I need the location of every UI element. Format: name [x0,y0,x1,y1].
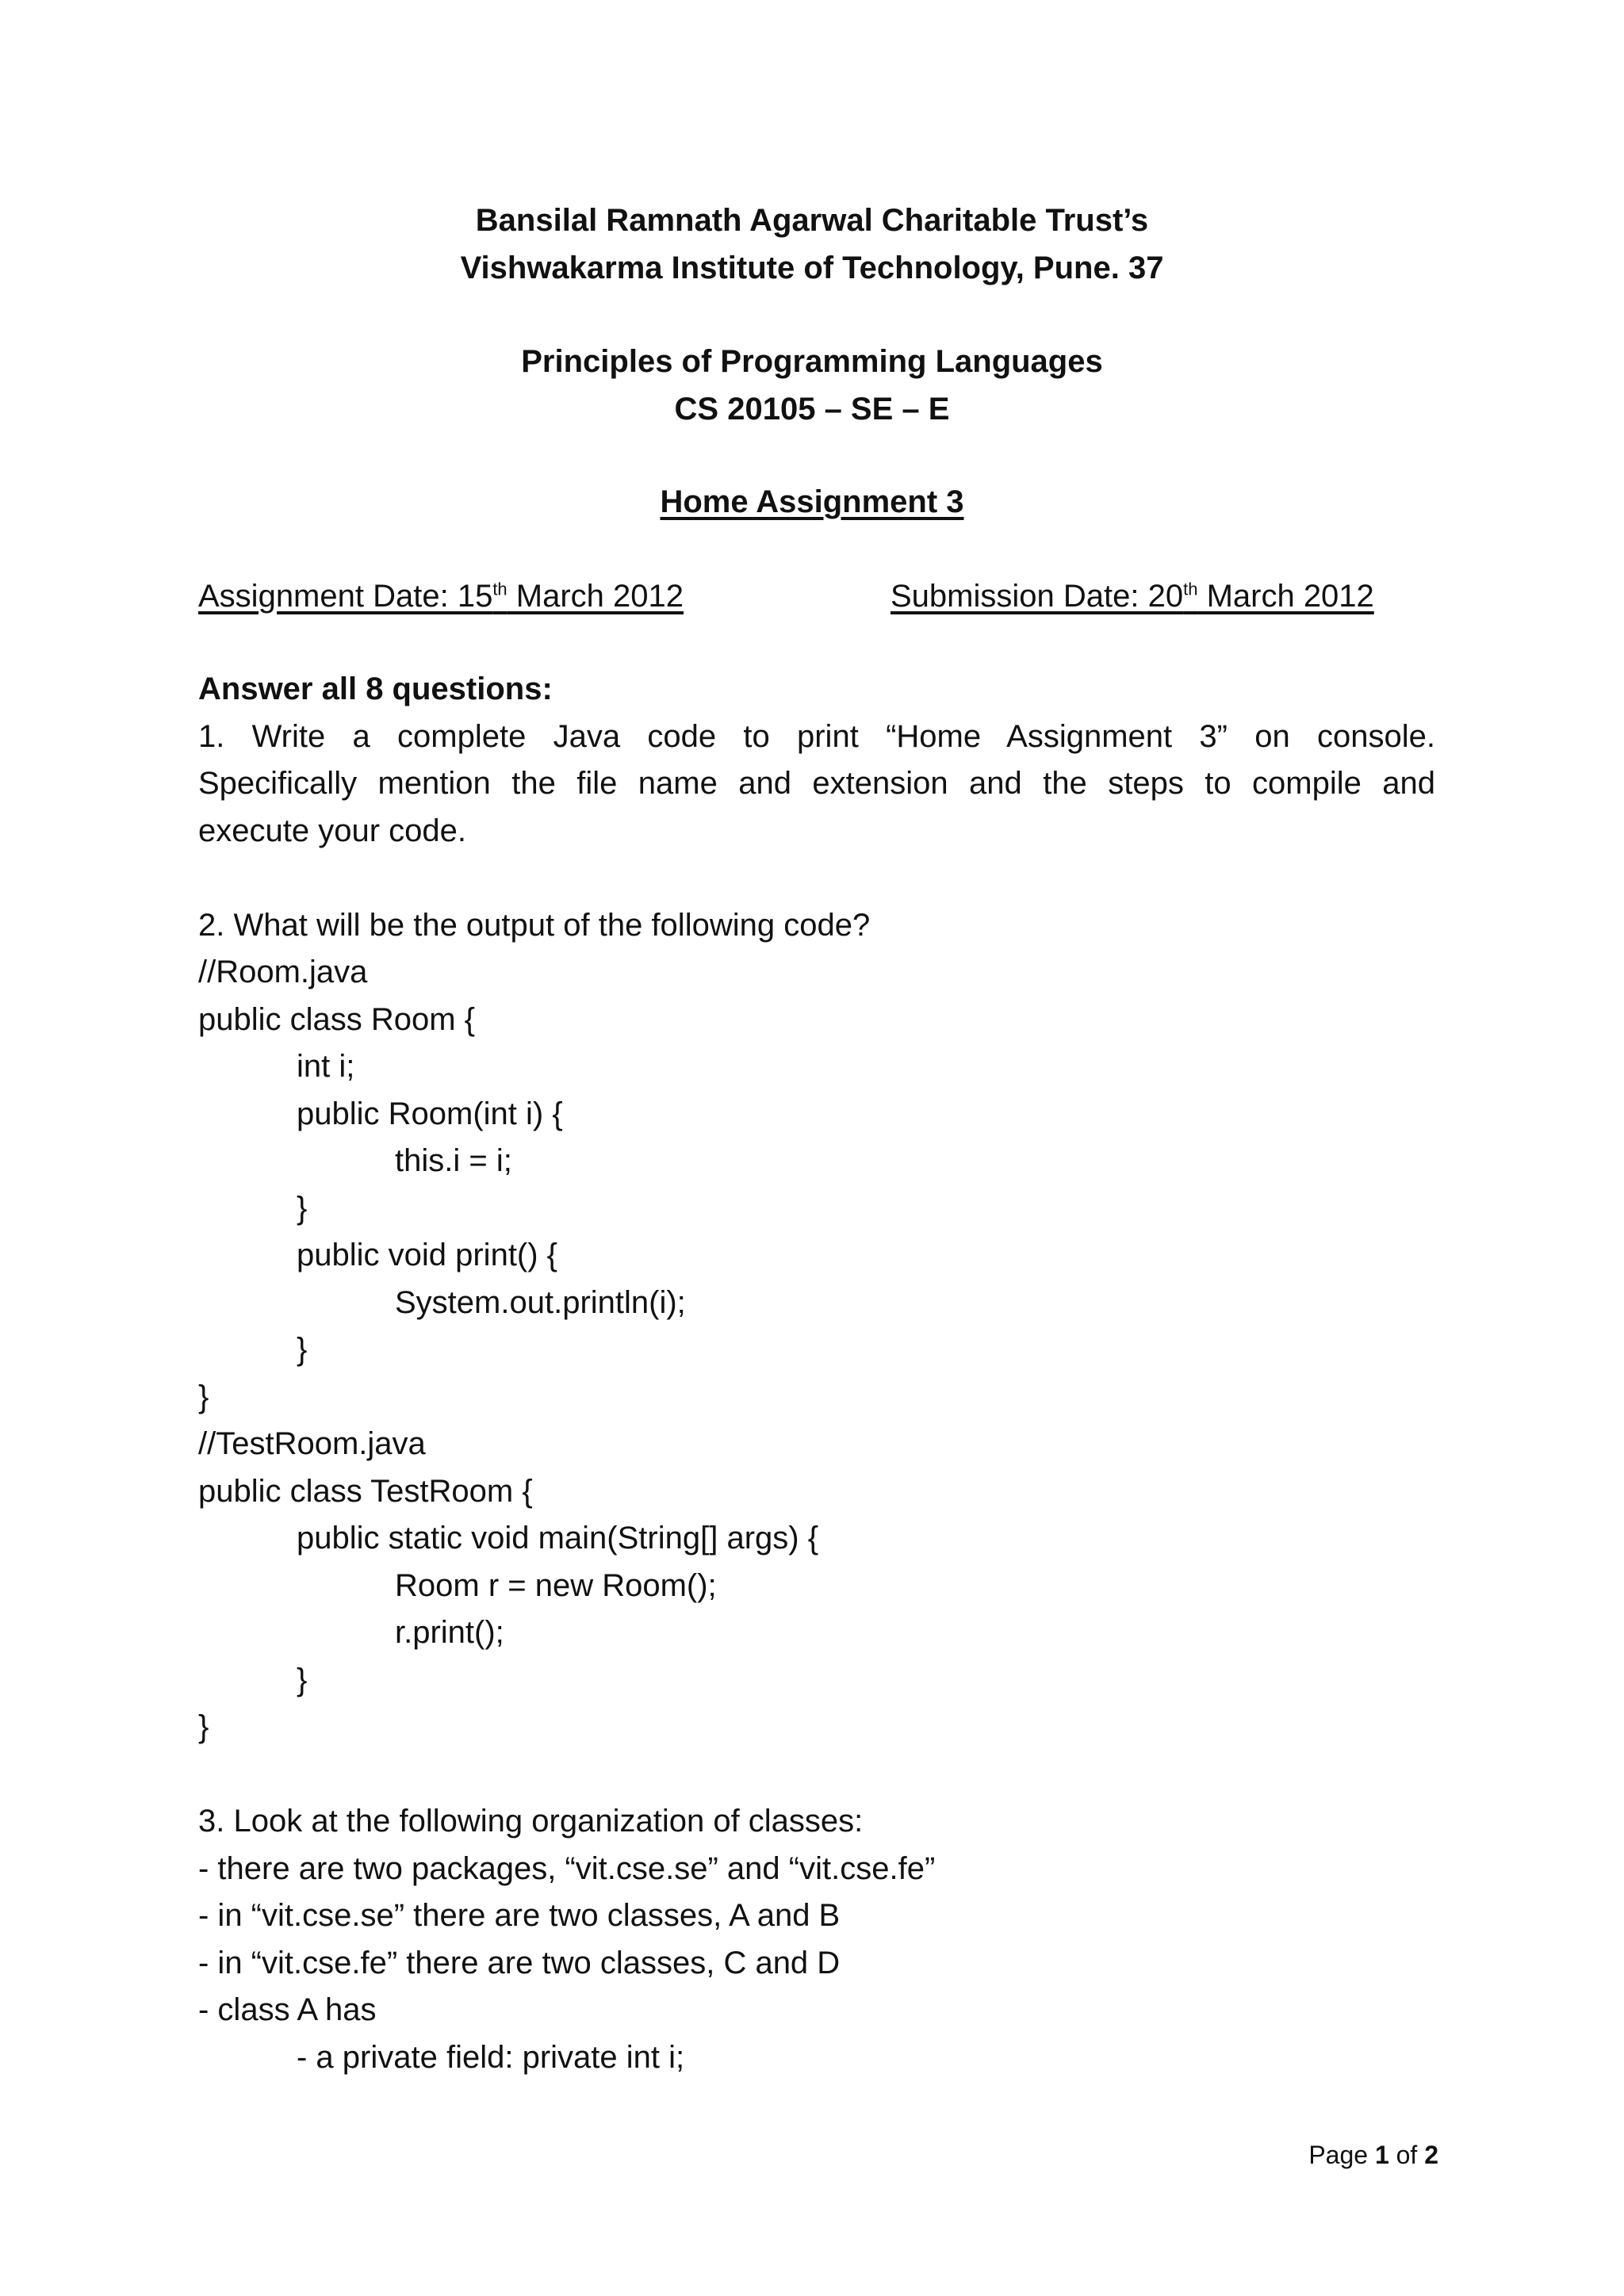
list-item: - a private field: private int i; [297,2039,685,2075]
page-number [1189,2137,1438,2172]
code-line: this.i = i; [395,1143,512,1178]
current-page: 1 [1374,2141,1389,2169]
assignment-title-block [0,478,1624,526]
submission-date-superscript: th [1183,579,1198,599]
code-listing [198,949,1435,1751]
assignment-date-superscript: th [492,579,508,599]
page-separator: of [1388,2141,1425,2169]
page-label: Page [1308,2141,1375,2169]
code-line: //TestRoom.java [198,1426,426,1461]
question-1-line: execute your code. [198,813,466,848]
code-line: } [198,1709,209,1744]
question-1-line: Specifically mention the file name and extension and the steps to compile and [198,766,1435,801]
code-line: int i; [297,1049,355,1084]
list-item: - there are two packages, “vit.cse.se” and “vit.cse.fe” [198,1850,936,1886]
course-code: CS 20105 – SE – E [674,392,950,427]
submission-date-suffix: March 2012 [1197,579,1374,614]
assignment-body [198,666,1435,2081]
question-1 [198,714,1435,855]
spacer [198,855,1435,902]
assignment-date [198,572,684,620]
assignment-date-prefix: Assignment Date: 15 [198,579,493,614]
code-line: } [297,1662,308,1697]
code-line: System.out.println(i); [395,1284,686,1320]
instructions: Answer all 8 questions: [198,672,553,706]
code-line: } [297,1190,308,1226]
question-2-text: 2. What will be the output of the following code? [198,907,871,943]
code-line: //Room.java [198,955,368,989]
total-pages: 2 [1424,2141,1438,2169]
code-line: public static void main(String[] args) { [297,1521,819,1556]
code-line: } [297,1332,308,1367]
code-line: Room r = new Room(); [395,1567,717,1603]
question-2 [198,902,1435,1751]
trust-name: Bansilal Ramnath Agarwal Charitable Trust’s [475,203,1149,238]
institute-name: Vishwakarma Institute of Technology, Pune. 37 [460,251,1164,285]
list-item: - in “vit.cse.se” there are two classes, A and B [198,1898,841,1933]
course-name: Principles of Programming Languages [521,344,1103,379]
institution-header [0,197,1624,292]
submission-date [891,572,1374,620]
code-line: public Room(int i) { [297,1096,563,1131]
list-item: - class A has [198,1992,377,2027]
assignment-title: Home Assignment 3 [660,484,964,519]
list-item: - in “vit.cse.fe” there are two classes, C and D [198,1945,841,1980]
code-line: public void print() { [297,1238,558,1272]
course-header [0,338,1624,433]
submission-date-prefix: Submission Date: 20 [891,579,1184,614]
spacer [198,1751,1435,1799]
question-3-text: 3. Look at the following organization of classes: [198,1804,864,1839]
assignment-date-suffix: March 2012 [507,579,684,614]
code-line: public class TestRoom { [198,1473,533,1509]
code-line: public class Room { [198,1001,476,1037]
code-line: r.print(); [395,1615,504,1650]
question-3 [198,1798,1435,2081]
code-line: } [198,1379,209,1414]
question-1-line: 1. Write a complete Java code to print “Home Assignment 3” on console. [198,718,1435,754]
